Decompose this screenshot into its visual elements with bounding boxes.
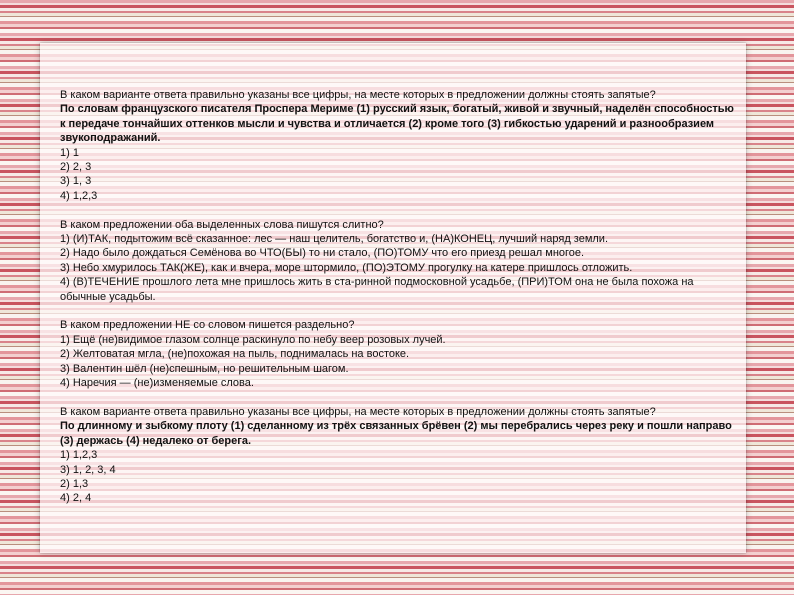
q1-option-2: 2) 2, 3 — [60, 161, 92, 174]
q2-question: В каком предложении оба выделенных слова пишутся слитно? — [60, 218, 384, 231]
q3-option-2: 2) Желтоватая мгла, (не)похожая на пыль, поднималась на востоке. — [60, 348, 410, 361]
q2-option-2: 2) Надо было дождаться Семёнова во ЧТО(БЫ) то ни стало, (ПО)ТОМУ что его приезд решал многое. — [60, 247, 585, 260]
q4-option-1: 1) 1,2,3 — [60, 449, 98, 462]
slide-content — [60, 88, 740, 506]
q2-option-4: 4) (В)ТЕЧЕНИЕ прошлого лета мне пришлось жить в ста-ринной подмосковной усадьбе, (ПРИ)ТОМ она не была похожа на обычные усадьбы. — [60, 276, 694, 303]
q4-option-2: 3) 1, 2, 3, 4 — [60, 463, 116, 476]
q3-option-3: 3) Валентин шёл (не)спешным, но решительным шагом. — [60, 362, 349, 375]
q1-option-4: 4) 1,2,3 — [60, 189, 98, 202]
q2-option-3: 3) Небо хмурилось ТАК(ЖЕ), как и вчера, море штормило, (ПО)ЭТОМУ прогулку на катере пришлось отложить. — [60, 261, 633, 274]
q4-question: В каком варианте ответа правильно указаны все цифры, на месте которых в предложении должны стоять запятые? — [60, 405, 656, 418]
q1-option-1: 1) 1 — [60, 146, 79, 159]
q4-option-3: 2) 1,3 — [60, 477, 89, 490]
q3-option-4: 4) Наречия — (не)изменяемые слова. — [60, 377, 254, 390]
q1-question: В каком варианте ответа правильно указаны все цифры, на месте которых в предложении должны стоять запятые? — [60, 89, 656, 101]
q3-question: В каком предложении НЕ со словом пишется раздельно? — [60, 319, 355, 332]
q4-option-4: 4) 2, 4 — [60, 492, 92, 505]
q2-option-1: 1) (И)ТАК, подытожим всё сказанное: лес — наш целитель, богатство и, (НА)КОНЕЦ, лучший наряд земли. — [60, 233, 609, 246]
q3-option-1: 1) Ещё (не)видимое глазом солнце раскинуло по небу веер розовых лучей. — [60, 333, 446, 346]
spacer — [60, 203, 740, 217]
q1-option-3: 3) 1, 3 — [60, 175, 92, 188]
q4-sentence: По длинному и зыбкому плоту (1) сделанному из трёх связанных брёвен (2) мы перебрались через реку и пошли направо (3) держась (4) недалеко от берега. — [60, 420, 732, 447]
spacer — [60, 304, 740, 318]
spacer — [60, 391, 740, 405]
q1-sentence: По словам французского писателя Проспера Мериме (1) русский язык, богатый, живой и звучный, наделён способностью к передаче тончайших оттенков мысли и чувства и отличается (2) кроме того (3) гибкостью ударений и разнообразием звукоподражаний. — [60, 103, 734, 145]
